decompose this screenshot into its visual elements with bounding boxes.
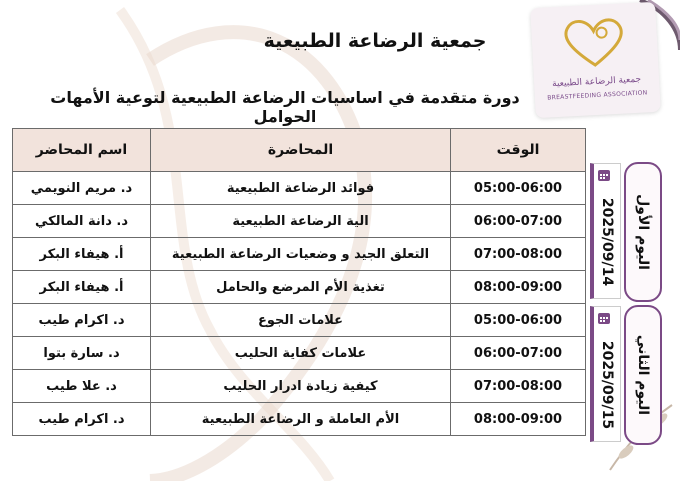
time-cell: 07:00-08:00: [451, 238, 586, 271]
calendar-icon: [598, 170, 610, 181]
lecturer-cell: د. اكرام طيب: [13, 403, 151, 436]
time-cell: 08:00-09:00: [451, 403, 586, 436]
lecture-cell: الأم العاملة و الرضاعة الطبيعية: [151, 403, 451, 436]
table-row: [13, 271, 586, 304]
table-row: [13, 403, 586, 436]
day1-label: اليوم الأول: [635, 194, 651, 270]
day2-label-box: [624, 305, 662, 445]
time-cell: 05:00-06:00: [451, 304, 586, 337]
table-row: [13, 238, 586, 271]
lecturer-cell: د. مريم النويمي: [13, 172, 151, 205]
day2-date: 2025/09/15: [599, 340, 615, 429]
lecturer-cell: د. سارة بتوا: [13, 337, 151, 370]
table-row: [13, 205, 586, 238]
table-row: [13, 172, 586, 205]
day1-date-box: [590, 163, 621, 299]
page-title: جمعية الرضاعة الطبيعية: [263, 30, 487, 52]
header-lecture: المحاضرة: [151, 129, 451, 172]
schedule-table: [12, 128, 586, 436]
table-row: [13, 337, 586, 370]
logo-arabic-text: جمعية الرضاعة الطبيعية: [551, 74, 642, 90]
table-row: [13, 304, 586, 337]
time-cell: 08:00-09:00: [451, 271, 586, 304]
lecture-cell: علامات الجوع: [151, 304, 451, 337]
day1-date: 2025/09/14: [599, 197, 615, 286]
table-row: [13, 370, 586, 403]
time-cell: 05:00-06:00: [451, 172, 586, 205]
lecture-cell: كيفية زيادة ادرار الحليب: [151, 370, 451, 403]
lecture-cell: فوائد الرضاعة الطبيعية: [151, 172, 451, 205]
association-logo: [530, 2, 661, 118]
lecturer-cell: د. علا طيب: [13, 370, 151, 403]
time-cell: 07:00-08:00: [451, 370, 586, 403]
lecture-cell: الية الرضاعة الطبيعية: [151, 205, 451, 238]
time-cell: 06:00-07:00: [451, 205, 586, 238]
lecture-cell: التعلق الجيد و وضعيات الرضاعة الطبيعية: [151, 238, 451, 271]
table-header-row: [13, 129, 586, 172]
lecturer-cell: أ. هيفاء البكر: [13, 271, 151, 304]
lecture-cell: تغذية الأم المرضع والحامل: [151, 271, 451, 304]
course-subtitle: دورة متقدمة في اساسيات الرضاعة الطبيعية لتوعية الأمهات الحوامل: [50, 88, 520, 126]
time-cell: 06:00-07:00: [451, 337, 586, 370]
day2-date-box: [590, 306, 621, 442]
lecturer-cell: د. دانة المالكي: [13, 205, 151, 238]
day2-label: اليوم الثاني: [635, 334, 651, 416]
header-lecturer: اسم المحاضر: [13, 129, 151, 172]
logo-english-text: BREASTFEEDING ASSOCIATION: [547, 89, 648, 102]
calendar-icon: [598, 313, 610, 324]
lecture-cell: علامات كفاية الحليب: [151, 337, 451, 370]
heart-logo-icon: [530, 2, 659, 80]
day1-label-box: [624, 162, 662, 302]
header-time: الوقت: [451, 129, 586, 172]
lecturer-cell: أ. هيفاء البكر: [13, 238, 151, 271]
lecturer-cell: د. اكرام طيب: [13, 304, 151, 337]
